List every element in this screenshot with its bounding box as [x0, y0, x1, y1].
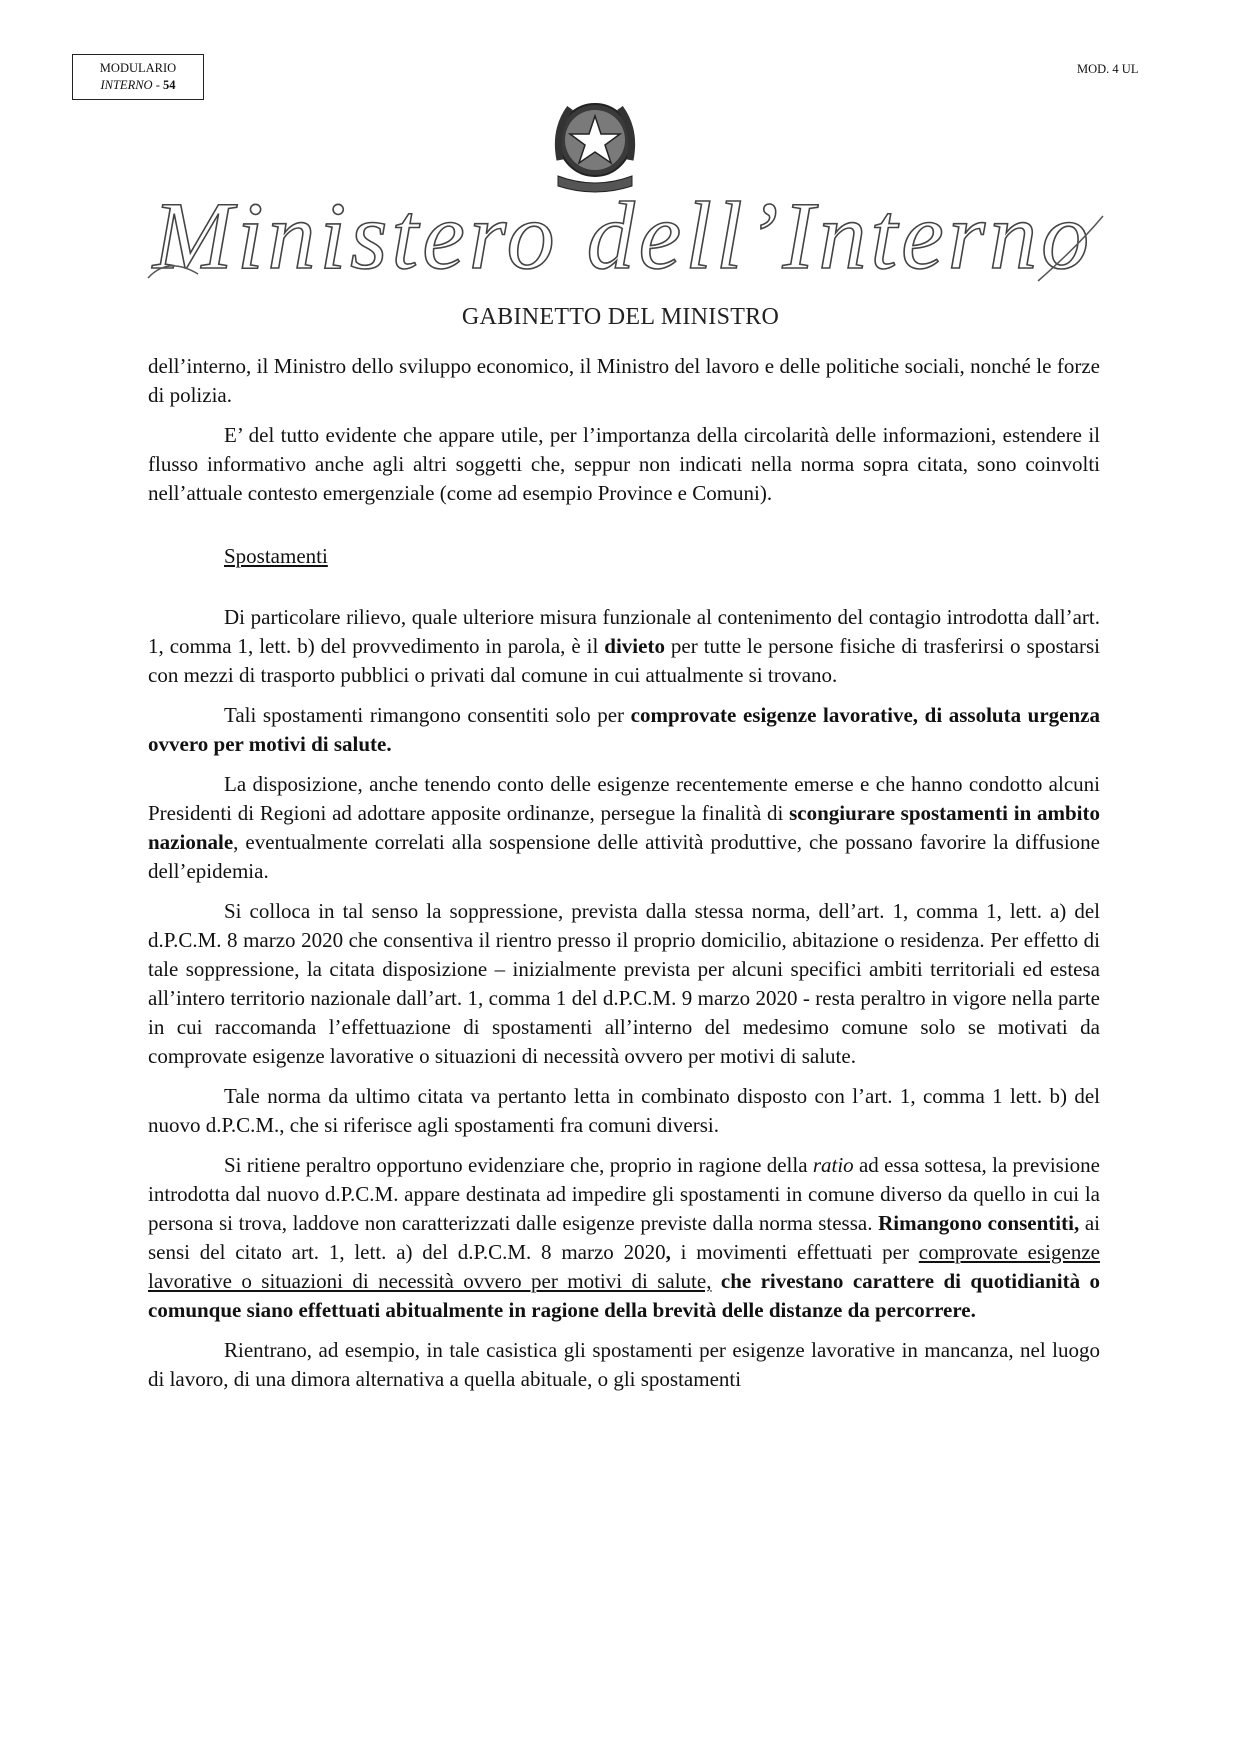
paragraph: dell’interno, il Ministro dello sviluppo economico, il Ministro del lavoro e delle politiche sociali, nonché le forze di polizia.	[148, 354, 1100, 407]
mod-code: MOD. 4 UL	[1077, 62, 1139, 76]
paragraph: E’ del tutto evidente che appare utile, per l’importanza della circolarità delle informazioni, estendere il flusso informativo anche agli altri soggetti che, seppur non indicati nella norma sopra citata, sono coinvolti nell’attuale contesto emergenziale (come ad esempio Province e Comuni).	[148, 423, 1100, 505]
paragraph: Di particolare rilievo, quale ulteriore misura funzionale al contenimento del contagio introdotta dall’art. 1, comma 1, lett. b) del provvedimento in parola, è il divieto per tutte le persone fisiche di trasferirsi o spostarsi con mezzi di trasporto pubblici o privati dal comune in cui attualmente si trovano.	[148, 605, 1100, 687]
paragraph: La disposizione, anche tenendo conto delle esigenze recentemente emerse e che hanno condotto alcuni Presidenti di Regioni ad adottare apposite ordinanze, persegue la finalità di scongiurare spostamenti in ambito nazionale, eventualmente correlati alla sospensione delle attività produttive, che possano favorire la diffusione dell’epidemia.	[148, 772, 1100, 883]
paragraph: Rientrano, ad esempio, in tale casistica gli spostamenti per esigenze lavorative in mancanza, nel luogo di lavoro, di una dimora alternativa a quella abituale, o gli spostamenti	[148, 1338, 1100, 1391]
ministry-masthead	[138, 186, 1108, 296]
masthead-text: Ministero dell’Interno	[152, 186, 1094, 289]
section-heading: Spostamenti	[224, 544, 328, 568]
paragraph: Tale norma da ultimo citata va pertanto letta in combinato disposto con l’art. 1, comma 1 lett. b) del nuovo d.P.C.M., che si riferisce agli spostamenti fra comuni diversi.	[148, 1084, 1100, 1137]
modulario-code: INTERNO - 54	[100, 78, 176, 92]
paragraph: Si colloca in tal senso la soppressione, prevista dalla stessa norma, dell’art. 1, comma 1, lett. a) del d.P.C.M. 8 marzo 2020 che consentiva il rientro presso il proprio domicilio, abitazione o residenza. Per effetto di tale soppressione, la citata disposizione – inizialmente prevista per alcuni specifici ambiti territoriali ed estesa all’intero territorio nazionale dall’art. 1, comma 1 del d.P.C.M. 9 marzo 2020 - resta peraltro in vigore nella parte in cui raccomanda l’effettuazione di spostamenti all’interno del medesimo comune solo se motivati da comprovate esigenze lavorative o situazioni di necessità ovvero per motivi di salute.	[148, 899, 1100, 1068]
paragraph: Si ritiene peraltro opportuno evidenziare che, proprio in ragione della ratio ad essa sottesa, la previsione introdotta dal nuovo d.P.C.M. appare destinata ad impedire gli spostamenti in comune diverso da quello in cui la persona si trova, laddove non caratterizzati dalle esigenze previste dalla norma stessa. Rimangono consentiti, ai sensi del citato art. 1, lett. a) del d.P.C.M. 8 marzo 2020, i movimenti effettuati per comprovate esigenze lavorative o situazioni di necessità ovvero per motivi di salute, che rivestano carattere di quotidianità o comunque siano effettuati abitualmente in ragione della brevità delle distanze da percorrere.	[148, 1153, 1101, 1322]
document-body	[148, 352, 1100, 1405]
paragraph: Tali spostamenti rimangono consentiti solo per comprovate esigenze lavorative, di assoluta urgenza ovvero per motivi di salute.	[148, 703, 1100, 756]
modulario-label: MODULARIO	[99, 61, 177, 75]
modulario-box	[72, 54, 204, 100]
italian-republic-emblem-icon	[540, 90, 650, 200]
office-subtitle: GABINETTO DEL MINISTRO	[461, 304, 780, 330]
